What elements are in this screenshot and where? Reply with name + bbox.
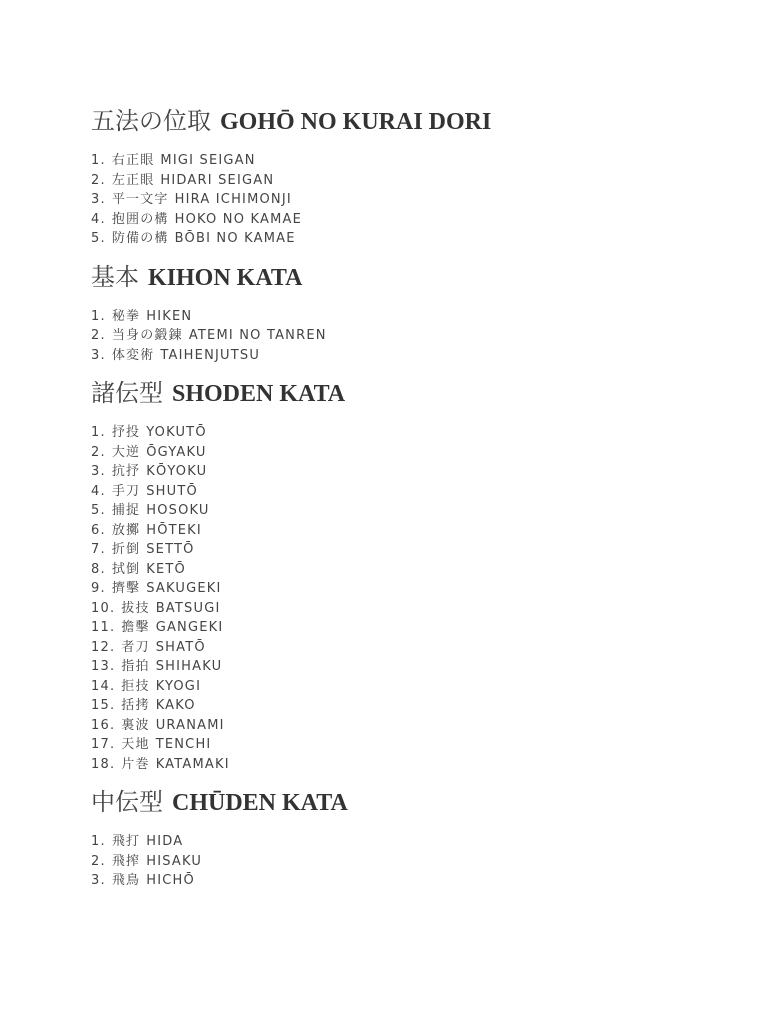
list-item (91, 716, 731, 736)
item-romaji: BŌBI NO KAMAE (174, 231, 296, 246)
item-number: 5. (91, 231, 106, 246)
item-number: 4. (91, 211, 106, 227)
item-romaji: HISAKU (146, 853, 203, 869)
heading-japanese: 基本 (91, 262, 139, 291)
heading-japanese: 五法の位取 (91, 107, 211, 135)
list-item (91, 638, 731, 658)
item-number: 3. (91, 464, 106, 479)
item-number: 13. (91, 659, 116, 674)
item-romaji: URANAMI (155, 717, 225, 733)
item-japanese: 捕捉 (111, 503, 141, 518)
item-number: 6. (91, 522, 106, 538)
list-item (91, 579, 731, 599)
item-number: 17. (91, 737, 116, 752)
item-romaji: HIDA (146, 834, 184, 849)
heading-japanese: 諸伝型 (91, 379, 163, 407)
item-japanese: 拔技 (121, 600, 150, 616)
list-item (91, 618, 731, 638)
item-japanese: 防備の構 (111, 231, 169, 246)
heading-japanese: 中伝型 (91, 788, 163, 816)
item-japanese: 者刀 (121, 639, 150, 655)
item-romaji: TAIHENJUTSU (160, 347, 261, 363)
item-number: 3. (91, 192, 106, 207)
item-japanese: 抒投 (111, 425, 141, 440)
item-japanese: 天地 (121, 737, 150, 752)
list-item (91, 560, 731, 580)
item-romaji: HOSOKU (146, 503, 210, 518)
list-item (91, 871, 731, 891)
list-item (91, 151, 731, 171)
section-kihon-kata (91, 259, 731, 366)
item-number: 2. (91, 328, 106, 343)
item-number: 7. (91, 542, 106, 557)
item-romaji: HICHŌ (146, 873, 195, 888)
item-romaji: HOKO NO KAMAE (174, 211, 303, 227)
list-item (91, 832, 731, 852)
item-number: 8. (91, 561, 106, 577)
item-japanese: 拒技 (121, 678, 150, 694)
item-romaji: HIKEN (146, 308, 193, 324)
item-japanese: 体変術 (111, 347, 155, 363)
section-chuden-kata (91, 784, 731, 891)
item-number: 9. (91, 581, 106, 596)
section-heading (91, 375, 731, 411)
list-item (91, 423, 731, 443)
list-item (91, 462, 731, 482)
list-item (91, 346, 731, 366)
list-item (91, 852, 731, 872)
item-romaji: BATSUGI (155, 600, 221, 616)
list-item (91, 735, 731, 755)
item-romaji: KAKO (155, 698, 196, 713)
item-japanese: 平一文字 (111, 192, 169, 207)
item-number: 3. (91, 873, 106, 888)
item-japanese: 手刀 (111, 483, 141, 499)
item-number: 15. (91, 698, 116, 713)
item-romaji: SHUTŌ (146, 483, 198, 499)
item-japanese: 裏波 (121, 717, 150, 733)
item-number: 2. (91, 853, 106, 869)
list-item (91, 540, 731, 560)
item-japanese: 片巻 (121, 756, 150, 772)
technique-list (91, 307, 731, 366)
item-romaji: HIRA ICHIMONJI (174, 192, 292, 207)
heading-romaji: CHŪDEN KATA (172, 790, 348, 816)
section-goho-no-kurai-dori (91, 103, 731, 249)
list-item (91, 326, 731, 346)
list-item (91, 482, 731, 502)
item-romaji: KYOGI (155, 678, 202, 694)
technique-list (91, 423, 731, 774)
section-heading (91, 784, 731, 820)
item-number: 5. (91, 503, 106, 518)
item-number: 11. (91, 620, 116, 635)
item-romaji: YOKUTŌ (146, 425, 207, 440)
item-japanese: 括拷 (121, 698, 150, 713)
heading-romaji: KIHON KATA (148, 264, 303, 291)
item-number: 1. (91, 153, 106, 168)
heading-romaji: SHODEN KATA (172, 381, 346, 407)
item-japanese: 飛打 (111, 834, 141, 849)
item-romaji: KATAMAKI (155, 756, 230, 772)
item-number: 3. (91, 347, 106, 363)
item-number: 1. (91, 308, 106, 324)
list-item (91, 755, 731, 775)
section-shoden-kata (91, 375, 731, 774)
item-number: 18. (91, 756, 116, 772)
item-japanese: 抱囲の構 (111, 211, 169, 227)
list-item (91, 696, 731, 716)
list-item (91, 521, 731, 541)
list-item (91, 210, 731, 230)
item-romaji: KETŌ (146, 561, 186, 577)
item-romaji: HIDARI SEIGAN (160, 172, 275, 188)
item-number: 12. (91, 639, 116, 655)
list-item (91, 190, 731, 210)
item-japanese: 擔擊 (121, 620, 150, 635)
document-page (91, 103, 731, 891)
item-number: 10. (91, 600, 116, 616)
item-romaji: SHATŌ (155, 639, 206, 655)
technique-list (91, 151, 731, 249)
item-japanese: 秘拳 (111, 308, 141, 324)
list-item (91, 657, 731, 677)
technique-list (91, 832, 731, 891)
item-romaji: ŌGYAKU (146, 444, 207, 460)
item-japanese: 左正眼 (111, 172, 155, 188)
item-number: 1. (91, 834, 106, 849)
item-number: 2. (91, 172, 106, 188)
item-romaji: KŌYOKU (146, 464, 208, 479)
section-heading (91, 259, 731, 295)
item-number: 2. (91, 444, 106, 460)
item-japanese: 指拍 (121, 659, 150, 674)
item-romaji: ATEMI NO TANREN (188, 328, 327, 343)
list-item (91, 171, 731, 191)
item-romaji: SETTŌ (146, 542, 195, 557)
item-romaji: MIGI SEIGAN (160, 153, 256, 168)
item-romaji: SHIHAKU (155, 659, 223, 674)
list-item (91, 229, 731, 249)
item-romaji: SAKUGEKI (146, 581, 222, 596)
item-japanese: 折倒 (111, 542, 141, 557)
list-item (91, 501, 731, 521)
item-romaji: TENCHI (155, 737, 212, 752)
item-japanese: 右正眼 (111, 153, 155, 168)
list-item (91, 307, 731, 327)
item-japanese: 飛鳥 (111, 873, 141, 888)
item-japanese: 擠擊 (111, 581, 141, 596)
heading-romaji: GOHŌ NO KURAI DORI (220, 109, 492, 135)
item-number: 4. (91, 483, 106, 499)
list-item (91, 599, 731, 619)
item-romaji: GANGEKI (155, 620, 224, 635)
list-item (91, 677, 731, 697)
item-japanese: 大逆 (111, 444, 141, 460)
item-japanese: 当身の鍛錬 (111, 328, 183, 343)
item-japanese: 拭倒 (111, 561, 141, 577)
item-number: 16. (91, 717, 116, 733)
item-romaji: HŌTEKI (146, 522, 202, 538)
item-japanese: 飛搾 (111, 853, 141, 869)
item-japanese: 放擲 (111, 522, 141, 538)
item-number: 1. (91, 425, 106, 440)
item-number: 14. (91, 678, 116, 694)
list-item (91, 443, 731, 463)
item-japanese: 抗抒 (111, 464, 141, 479)
section-heading (91, 103, 731, 139)
